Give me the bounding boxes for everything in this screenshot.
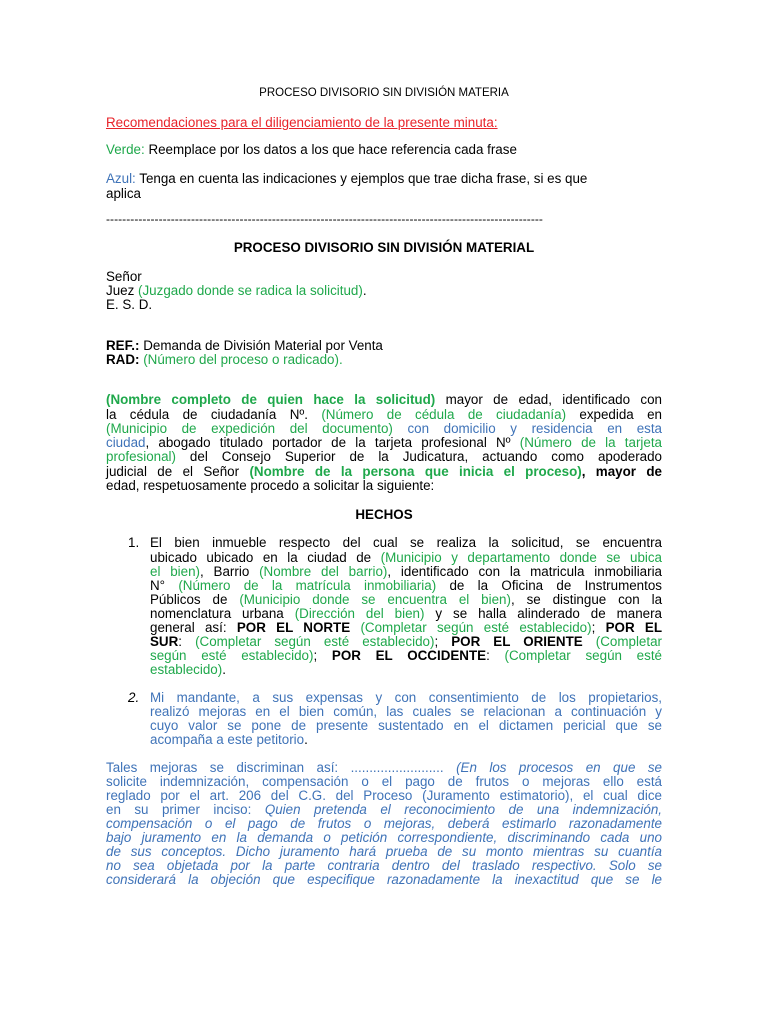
item-1-line-9: según esté establecido); POR EL OCCIDENTE: (Completar según esté (150, 648, 662, 663)
addressee-line-2: Juez (Juzgado donde se radica la solicitud). (106, 283, 367, 298)
item-1-line-8: SUR: (Completar según esté establecido); POR EL ORIENTE (Completar (150, 634, 662, 649)
item-1-line-3: el bien), Barrio (Nombre del barrio), identificado con la matricula inmobiliaria (150, 564, 662, 579)
intro-line-1: (Nombre completo de quien hace la solicitud) mayor de edad, identificado con (106, 392, 662, 407)
intro-line-5: profesional) del Consejo Superior de la Judicatura, actuando como apoderado (106, 449, 662, 464)
intro-line-4: ciudad, abogado titulado portador de la tarjeta profesional Nº (Número de la tarjeta (106, 435, 662, 450)
intro-line-6: judicial de el Señor (Nombre de la persona que inicia el proceso), mayor de (106, 464, 662, 479)
intro-line-3: (Municipio de expedición del documento) con domicilio y residencia en esta (106, 421, 662, 436)
addressee-line-3: E. S. D. (106, 297, 153, 312)
item-1-line-7: general así: POR EL NORTE (Completar según esté establecido); POR EL (150, 620, 663, 635)
item-1-line-5: Públicos de (Municipio donde se encuentra el bien), se distingue con la (150, 592, 663, 607)
item-2-number: 2. (128, 690, 140, 705)
mejoras-line-9: considerará la objeción que especifique razonadamente la inexactitud que se le (106, 872, 662, 887)
item-2-line-3: cuyo valor se pone de presente sustentado en el dictamen pericial que se (150, 718, 662, 733)
mejoras-line-4: en su primer inciso: Quien pretenda el reconocimiento de una indemnización, (106, 802, 662, 817)
item-1-number: 1. (128, 535, 140, 550)
blue-legend: Azul: Tenga en cuenta las indicaciones y ejemplos que trae dicha frase, si es que (106, 171, 588, 186)
intro-line-7: edad, respetuosamente procedo a solicitar la siguiente: (106, 478, 435, 493)
recommendations-heading: Recomendaciones para el diligenciamiento de la presente minuta: (106, 115, 498, 130)
item-2-line-2: realizó mejoras en el bien común, las cuales se relacionan a continuación y (150, 704, 662, 719)
item-2-line-1: Mi mandante, a sus expensas y con consentimiento de los propietarios, (150, 690, 662, 705)
item-2-line-4: acompaña a este petitorio. (150, 732, 308, 747)
item-1-line-2: ubicado ubicado en la ciudad de (Municipio y departamento donde se ubica (150, 550, 663, 565)
hechos-title: HECHOS (355, 507, 413, 522)
item-1-line-1: El bien inmueble respecto del cual se realiza la solicitud, se encuentra (150, 535, 662, 550)
blue-legend-cont: aplica (106, 186, 141, 201)
rad-line: RAD: (Número del proceso o radicado). (106, 352, 343, 367)
doc-title: PROCESO DIVISORIO SIN DIVISIÓN MATERIA (259, 87, 509, 99)
mejoras-line-3: reglado por el art. 206 del C.G. del Proceso (Juramento estimatorio), el cual dice (106, 788, 662, 803)
addressee-line-1: Señor (106, 269, 142, 284)
main-title: PROCESO DIVISORIO SIN DIVISIÓN MATERIAL (233, 240, 535, 255)
mejoras-line-1: Tales mejoras se discriminan así: ......................... (En los procesos en que se (106, 760, 662, 775)
item-1-line-6: nomenclatura urbana (Dirección del bien) y se halla alinderado de manera (150, 606, 662, 621)
mejoras-line-8: no sea objetada por la parte contraria dentro del traslado respectivo. Solo se (106, 858, 662, 873)
mejoras-line-7: de sus conceptos. Dicho juramento hará prueba de su monto mientras su cuantía (106, 844, 662, 859)
mejoras-line-5: compensación o el pago de frutos o mejoras, deberá estimarlo razonadamente (106, 816, 662, 831)
mejoras-line-2: solicite indemnización, compensación o el pago de frutos o mejoras ello está (106, 774, 662, 789)
mejoras-line-6: bajo juramento en la demanda o petición correspondiente, discriminando cada uno (106, 830, 662, 845)
intro-line-2: la cédula de ciudadanía Nº. (Número de cédula de ciudadanía) expedida en (106, 407, 662, 422)
ref-line: REF.: Demanda de División Material por Venta (106, 338, 383, 353)
divider: ------------------------------------------------------------------------------------------------------------ (106, 212, 543, 226)
item-1-line-4: N° (Número de la matrícula inmobiliaria) de la Oficina de Instrumentos (150, 578, 662, 593)
item-1-line-10: establecido). (150, 662, 226, 677)
green-legend: Verde: Reemplace por los datos a los que hace referencia cada frase (106, 142, 517, 157)
